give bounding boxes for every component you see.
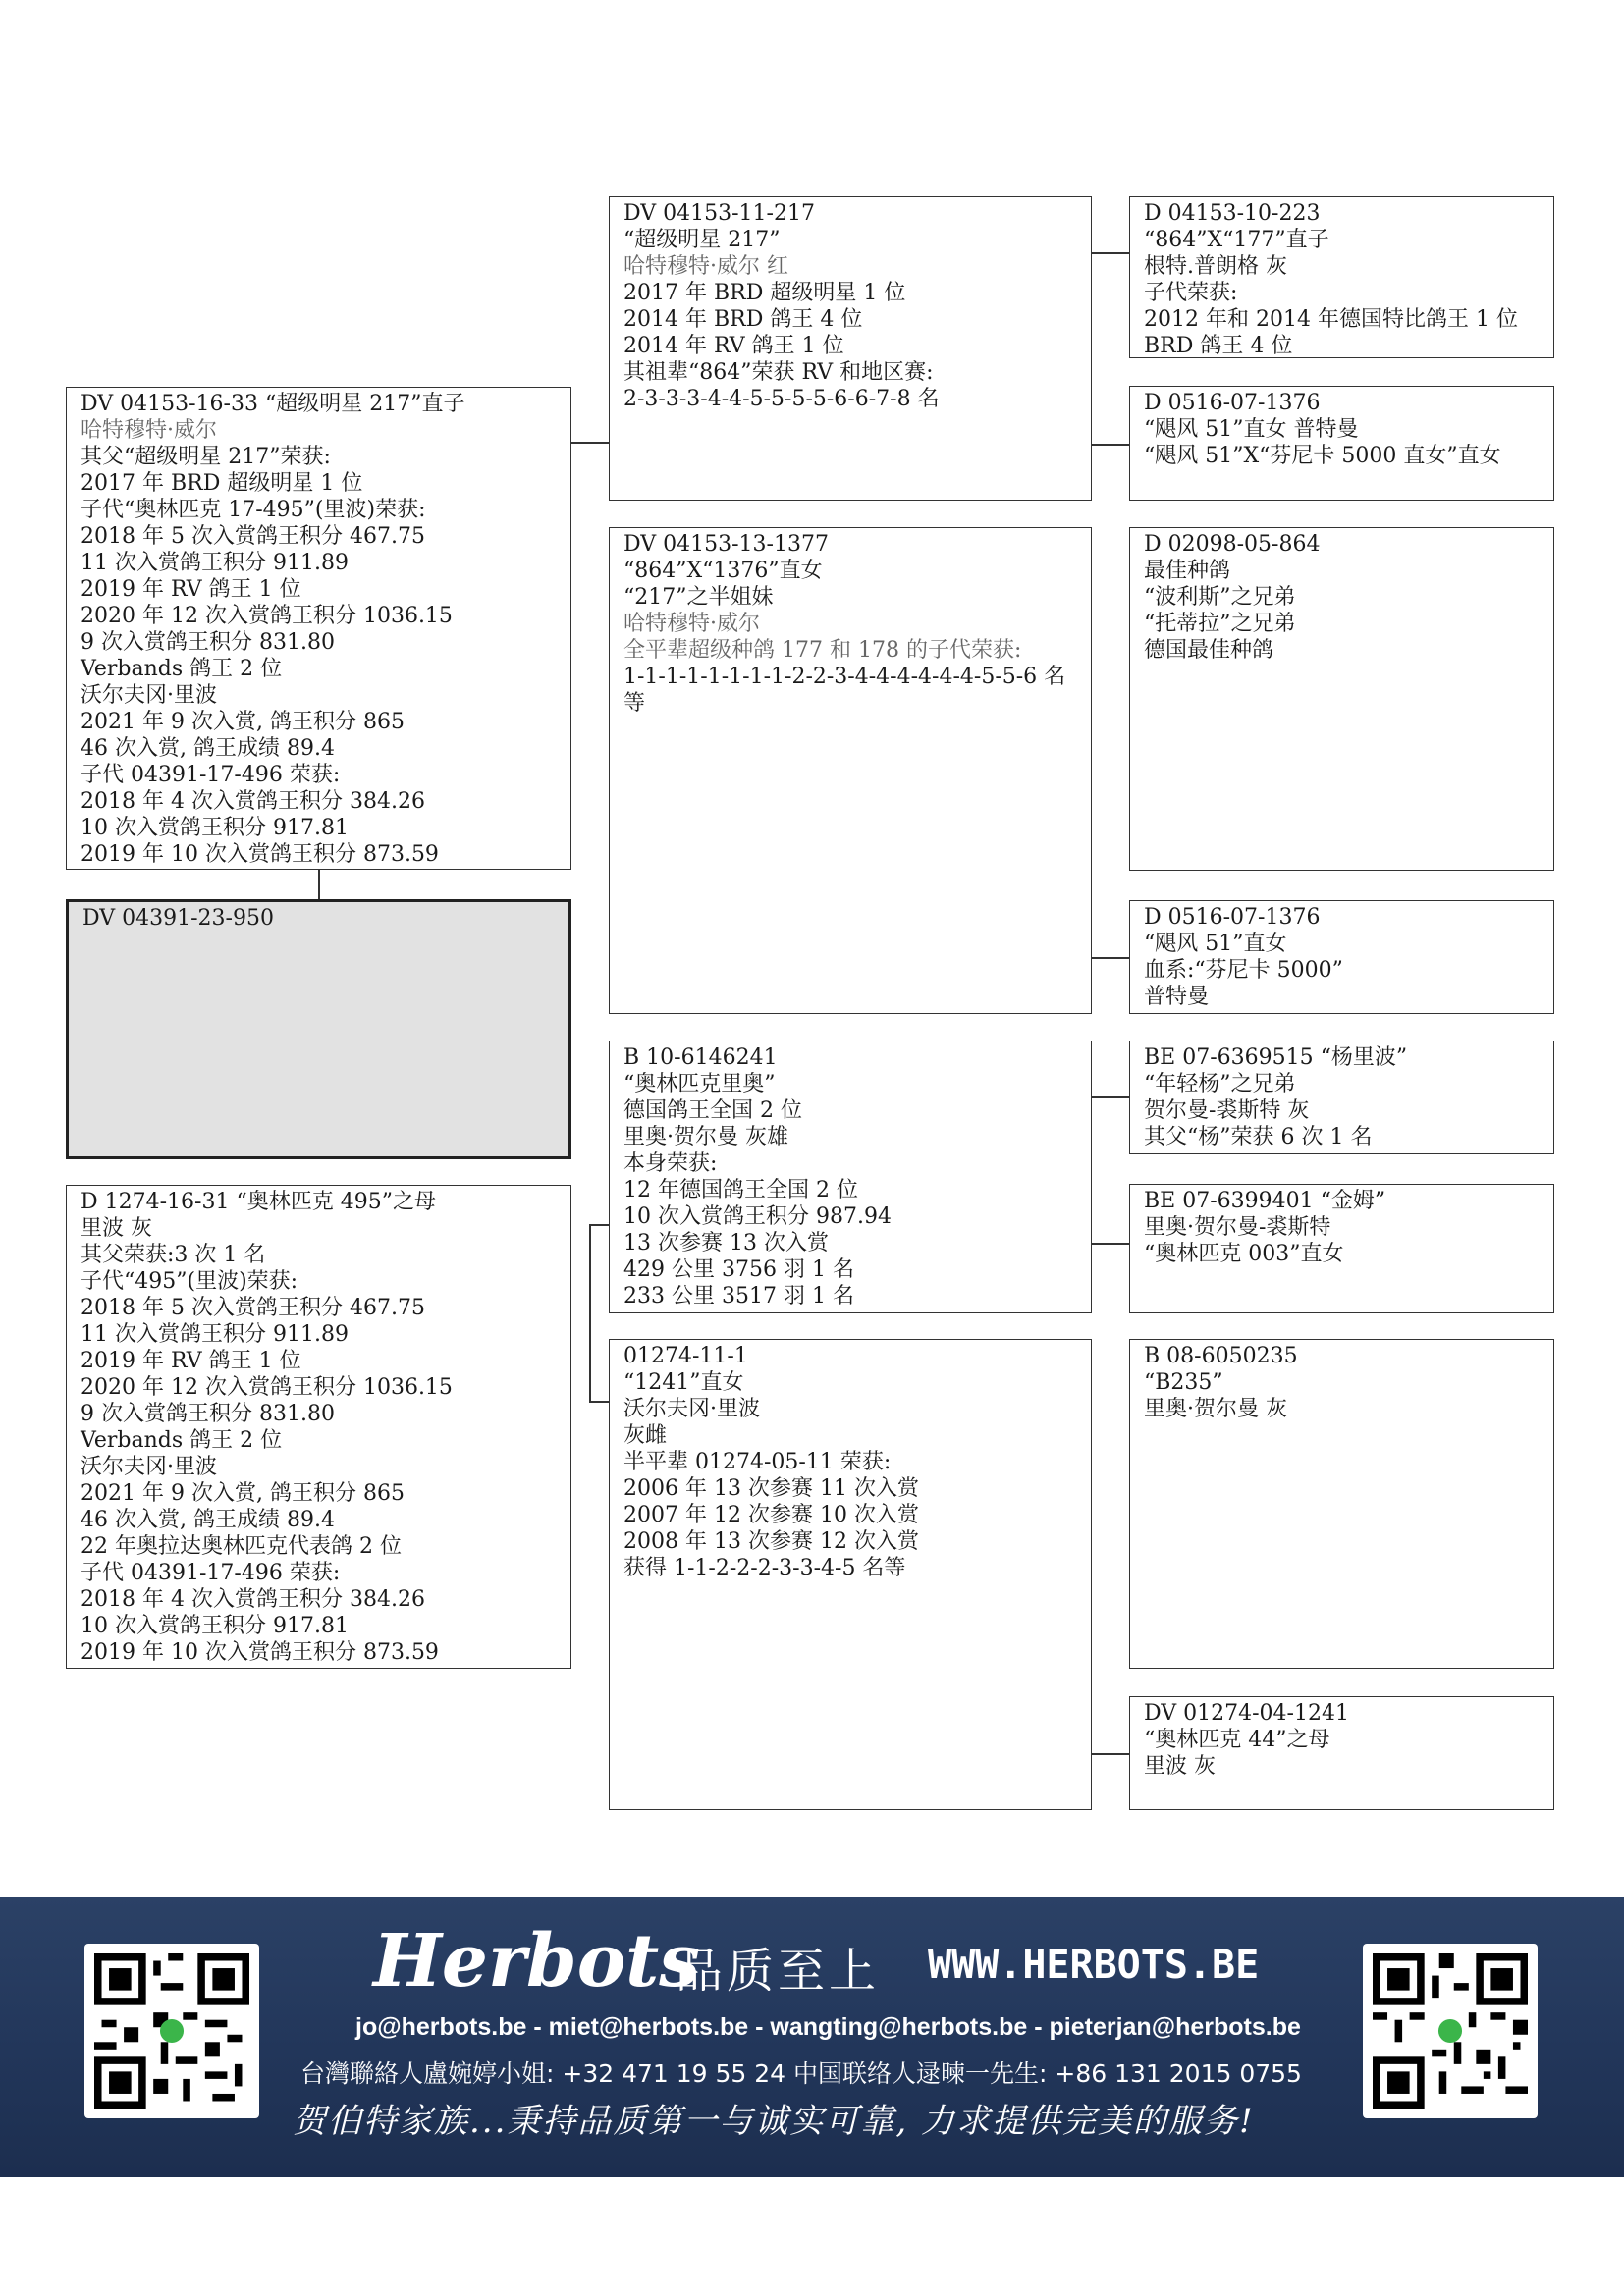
- ggp-8-box: [1129, 1696, 1554, 1810]
- ggp-3-box: [1129, 527, 1554, 871]
- ggp4-line-0: D 0516-07-1376: [1144, 905, 1321, 930]
- gp-ss-line-0: DV 04153-11-217: [623, 201, 815, 226]
- gp-dd-line-0: 01274-11-1: [623, 1344, 748, 1368]
- dam-line-9: Verbands 鸽王 2 位: [81, 1428, 283, 1453]
- gp-sd-line-1: “864”X“1376”直女: [623, 559, 823, 583]
- ggp2-line-0: D 0516-07-1376: [1144, 391, 1321, 415]
- connector-gp1-ggp: [1092, 252, 1129, 254]
- gp-dd-line-3: 灰雌: [623, 1423, 668, 1448]
- sire-line-1: 哈特穆特·威尔: [81, 418, 217, 443]
- ggp3-line-2: “波利斯”之兄弟: [1144, 585, 1296, 610]
- ggp4-line-3: 普特曼: [1144, 985, 1210, 1009]
- brand-slogan: 品质至上: [676, 1944, 881, 1999]
- gp-dd-line-8: 获得 1-1-2-2-2-3-3-4-5 名等: [623, 1556, 906, 1580]
- gp-ss-line-2: 哈特穆特·威尔 红: [623, 254, 788, 279]
- sire-line-3: 2017 年 BRD 超级明星 1 位: [81, 471, 363, 496]
- gp-ds-line-7: 13 次参赛 13 次入赏: [623, 1231, 829, 1255]
- gp-ss-line-6: 其祖辈“864”荣获 RV 和地区赛:: [623, 360, 934, 385]
- gp-ds-line-5: 12 年德国鸽王全国 2 位: [623, 1178, 858, 1202]
- dam-line-8: 9 次入赏鸽王积分 831.80: [81, 1402, 335, 1426]
- ggp5-line-3: 其父“杨”荣获 6 次 1 名: [1144, 1125, 1373, 1149]
- dam-line-15: 2018 年 4 次入赏鸽王积分 384.26: [81, 1587, 425, 1612]
- gp-ss-line-3: 2017 年 BRD 超级明星 1 位: [623, 281, 906, 305]
- subject-box: [66, 899, 571, 1159]
- gp-sd-line-0: DV 04153-13-1377: [623, 532, 829, 557]
- ggp2-line-1: “飓风 51”直女 普特曼: [1144, 417, 1359, 442]
- ggp-5-box: [1129, 1041, 1554, 1154]
- ggp7-line-0: B 08-6050235: [1144, 1344, 1298, 1368]
- gp-ds-line-0: B 10-6146241: [623, 1045, 778, 1070]
- gp-dam-sire-box: [609, 1041, 1092, 1313]
- ggp6-line-1: 里奥·贺尔曼-裘斯特: [1144, 1215, 1331, 1240]
- dam-line-5: 11 次入赏鸽王积分 911.89: [81, 1322, 349, 1347]
- connector-dam-gp-vertical: [589, 1224, 591, 1401]
- ggp5-line-0: BE 07-6369515 “杨里波”: [1144, 1045, 1408, 1070]
- dam-line-16: 10 次入赏鸽王积分 917.81: [81, 1614, 349, 1638]
- sire-line-10: Verbands 鸽王 2 位: [81, 657, 283, 681]
- ggp1-line-2: 根特.普朗格 灰: [1144, 254, 1287, 279]
- connector-gp4-ggp: [1092, 1753, 1129, 1755]
- footer-banner: [0, 1897, 1624, 2177]
- ggp1-line-3: 子代荣获:: [1144, 281, 1238, 305]
- dam-line-4: 2018 年 5 次入赏鸽王积分 467.75: [81, 1296, 425, 1320]
- sire-line-13: 46 次入赏, 鸽王成绩 89.4: [81, 736, 335, 761]
- ggp1-line-0: D 04153-10-223: [1144, 201, 1321, 226]
- ggp2-line-2: “飓风 51”X“芬尼卡 5000 直女”直女: [1144, 444, 1501, 468]
- connector-gp2-ggp: [1092, 957, 1129, 959]
- ggp5-line-1: “年轻杨”之兄弟: [1144, 1072, 1296, 1096]
- gp-ds-line-8: 429 公里 3756 羽 1 名: [623, 1257, 854, 1282]
- gp-ds-line-3: 里奥·贺尔曼 灰雄: [623, 1125, 788, 1149]
- ggp-6-box: [1129, 1184, 1554, 1313]
- ggp-2-box: [1129, 386, 1554, 501]
- gp-sd-line-5: 1-1-1-1-1-1-1-1-2-2-3-4-4-4-4-4-4-5-5-6 名等: [623, 665, 1066, 716]
- dam-line-10: 沃尔夫冈·里波: [81, 1455, 217, 1479]
- gp-sd-line-4: 全平辈超级种鸽 177 和 178 的子代荣获:: [623, 638, 1022, 663]
- ggp1-line-1: “864”X“177”直子: [1144, 228, 1329, 252]
- ggp8-line-2: 里波 灰: [1144, 1754, 1216, 1779]
- dam-line-17: 2019 年 10 次入赏鸽王积分 873.59: [81, 1640, 439, 1665]
- gp-ds-line-9: 233 公里 3517 羽 1 名: [623, 1284, 854, 1308]
- sire-line-16: 10 次入赏鸽王积分 917.81: [81, 816, 349, 840]
- ggp6-line-0: BE 07-6399401 “金姆”: [1144, 1189, 1386, 1213]
- sire-line-11: 沃尔夫冈·里波: [81, 683, 217, 708]
- ggp8-line-1: “奥林匹克 44”之母: [1144, 1728, 1330, 1752]
- sire-line-7: 2019 年 RV 鸽王 1 位: [81, 577, 301, 602]
- sire-line-6: 11 次入赏鸽王积分 911.89: [81, 551, 349, 575]
- dam-line-13: 22 年奥拉达奥林匹克代表鸽 2 位: [81, 1534, 402, 1559]
- sire-box: [66, 387, 571, 870]
- connector-gp3-ggp-b: [1092, 1243, 1129, 1245]
- dam-line-2: 其父荣获:3 次 1 名: [81, 1243, 266, 1267]
- gp-ds-line-4: 本身荣获:: [623, 1151, 718, 1176]
- ggp8-line-0: DV 01274-04-1241: [1144, 1701, 1349, 1726]
- gp-dd-line-4: 半平辈 01274-05-11 荣获:: [623, 1450, 892, 1474]
- dam-line-11: 2021 年 9 次入赏, 鸽王积分 865: [81, 1481, 405, 1506]
- connector-dam-gp-top: [589, 1224, 609, 1226]
- sire-line-4: 子代“奥林匹克 17-495”(里波)荣获:: [81, 498, 426, 522]
- gp-ss-line-1: “超级明星 217”: [623, 228, 781, 252]
- website-link[interactable]: WWW.HERBOTS.BE: [928, 1943, 1260, 1988]
- sire-line-15: 2018 年 4 次入赏鸽王积分 384.26: [81, 789, 425, 814]
- gp-dd-line-1: “1241”直女: [623, 1370, 744, 1395]
- dam-line-3: 子代“495”(里波)荣获:: [81, 1269, 298, 1294]
- gp-ds-line-2: 德国鸽王全国 2 位: [623, 1098, 802, 1123]
- ggp3-line-0: D 02098-05-864: [1144, 532, 1321, 557]
- gp-dd-line-6: 2007 年 12 次参赛 10 次入赏: [623, 1503, 919, 1527]
- connector-sire-gp: [571, 442, 609, 444]
- ggp-7-box: [1129, 1339, 1554, 1669]
- qr-code-left-icon: [84, 1944, 259, 2118]
- connector-gp1-ggp-b: [1092, 444, 1129, 446]
- contact-emails[interactable]: jo@herbots.be - miet@herbots.be - wangting@herbots.be - pieterjan@herbots.be: [355, 2013, 1301, 2041]
- sire-line-2: 其父“超级明星 217”荣获:: [81, 445, 331, 469]
- connector-dam-gp-bottom: [589, 1401, 609, 1403]
- gp-dam-dam-box: [609, 1339, 1092, 1810]
- ggp3-line-3: “托蒂拉”之兄弟: [1144, 612, 1296, 636]
- dam-line-7: 2020 年 12 次入赏鸽王积分 1036.15: [81, 1375, 453, 1400]
- ggp3-line-4: 德国最佳种鸽: [1144, 638, 1274, 663]
- ggp7-line-1: “B235”: [1144, 1370, 1223, 1395]
- connector-subject-sire: [318, 870, 320, 899]
- ggp7-line-2: 里奥·贺尔曼 灰: [1144, 1397, 1287, 1421]
- gp-ss-line-4: 2014 年 BRD 鸽王 4 位: [623, 307, 863, 332]
- dam-line-14: 子代 04391-17-496 荣获:: [81, 1561, 341, 1585]
- dam-line-0: D 1274-16-31 “奥林匹克 495”之母: [81, 1190, 436, 1214]
- subject-ring: DV 04391-23-950: [82, 906, 274, 931]
- gp-sire-dam-box: [609, 527, 1092, 1014]
- ggp5-line-2: 贺尔曼-裘斯特 灰: [1144, 1098, 1310, 1123]
- ggp4-line-1: “飓风 51”直女: [1144, 932, 1287, 956]
- contact-phones: 台灣聯絡人盧婉婷小姐: +32 471 19 55 24 中国联络人逯暕一先生: +86 131 2015 0755: [300, 2059, 1302, 2088]
- sire-line-12: 2021 年 9 次入赏, 鸽王积分 865: [81, 710, 405, 734]
- ggp-4-box: [1129, 900, 1554, 1014]
- ggp4-line-2: 血系:“芬尼卡 5000”: [1144, 958, 1343, 983]
- gp-sire-sire-box: [609, 196, 1092, 501]
- dam-line-12: 46 次入赏, 鸽王成绩 89.4: [81, 1508, 335, 1532]
- brand-logo: Herbots: [373, 1919, 700, 2003]
- sire-line-17: 2019 年 10 次入赏鸽王积分 873.59: [81, 842, 439, 867]
- ggp1-line-4: 2012 年和 2014 年德国特比鸽王 1 位: [1144, 307, 1518, 332]
- ggp3-line-1: 最佳种鸽: [1144, 559, 1231, 583]
- qr-code-right-icon: [1363, 1944, 1538, 2118]
- sire-line-8: 2020 年 12 次入赏鸽王积分 1036.15: [81, 604, 453, 628]
- ggp-1-box: [1129, 196, 1554, 358]
- ggp6-line-2: “奥林匹克 003”直女: [1144, 1242, 1344, 1266]
- gp-ds-line-6: 10 次入赏鸽王积分 987.94: [623, 1204, 892, 1229]
- ggp1-line-5: BRD 鸽王 4 位: [1144, 334, 1293, 358]
- dam-box: [66, 1185, 571, 1669]
- gp-dd-line-2: 沃尔夫冈·里波: [623, 1397, 760, 1421]
- sire-line-5: 2018 年 5 次入赏鸽王积分 467.75: [81, 524, 425, 549]
- footer-tagline: 贺伯特家族...秉持品质第一与诚实可靠, 力求提供完美的服务!: [293, 2102, 1255, 2141]
- gp-sd-line-3: 哈特穆特·威尔: [623, 612, 760, 636]
- sire-line-0: DV 04153-16-33 “超级明星 217”直子: [81, 392, 465, 416]
- gp-ds-line-1: “奥林匹克里奥”: [623, 1072, 776, 1096]
- gp-dd-line-7: 2008 年 13 次参赛 12 次入赏: [623, 1529, 919, 1554]
- gp-ss-line-5: 2014 年 RV 鸽王 1 位: [623, 334, 844, 358]
- sire-line-14: 子代 04391-17-496 荣获:: [81, 763, 341, 787]
- gp-sd-line-2: “217”之半姐妹: [623, 585, 774, 610]
- sire-line-9: 9 次入赏鸽王积分 831.80: [81, 630, 335, 655]
- dam-line-6: 2019 年 RV 鸽王 1 位: [81, 1349, 301, 1373]
- dam-line-1: 里波 灰: [81, 1216, 152, 1241]
- gp-dd-line-5: 2006 年 13 次参赛 11 次入赏: [623, 1476, 919, 1501]
- connector-gp3-ggp: [1092, 1096, 1129, 1098]
- gp-ss-line-7: 2-3-3-3-4-4-5-5-5-5-6-6-7-8 名: [623, 387, 940, 411]
